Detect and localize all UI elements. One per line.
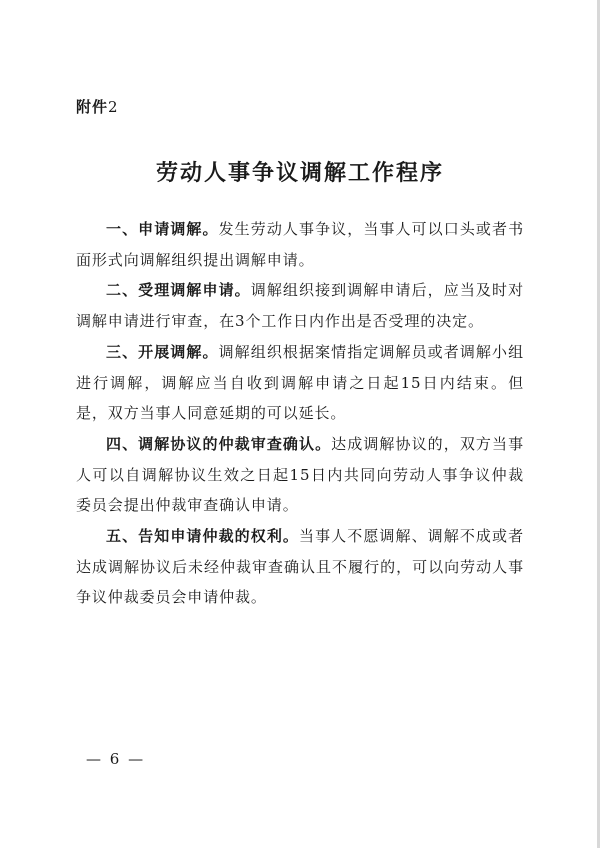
attachment-prefix: 附件: [76, 98, 109, 116]
paragraph-conduct: [76, 337, 524, 429]
paragraph-confirm: [76, 429, 524, 521]
paragraph-text: 发生劳动人事争议，当事人可以口头或者书面形式向调解组织提出调解申请。: [76, 220, 524, 269]
paragraph-rights: [76, 521, 524, 613]
paragraph-heading: 三、开展调解。: [106, 342, 219, 361]
paragraph-heading: 二、受理调解申请。: [106, 281, 251, 300]
paragraph-apply: [76, 214, 524, 275]
paragraph-heading: 一、申请调解。: [106, 220, 219, 238]
paragraph-heading: 四、调解协议的仲裁审查确认。: [106, 434, 332, 453]
document-body: [76, 214, 524, 613]
attachment-number: 2: [108, 98, 119, 116]
document-title: 劳动人事争议调解工作程序: [155, 160, 444, 186]
attachment-label: [76, 96, 119, 117]
paragraph-text: 调解组织接到调解申请后，应当及时对调解申请进行审查，在3个工作日内作出是否受理的决定。: [76, 281, 524, 331]
page-number: — 6 —: [86, 750, 146, 768]
paragraph-text: 调解组织根据案情指定调解员或者调解小组进行调解，调解应当自收到调解申请之日起15日内结束。但是，双方当事人同意延期的可以延长。: [76, 342, 524, 423]
paragraph-text: 当事人不愿调解、调解不成或者达成调解协议后未经仲裁审查确认且不履行的，可以向劳动人事争议仲裁委员会申请仲裁。: [76, 527, 524, 607]
paragraph-heading: 五、告知申请仲裁的权利。: [106, 527, 299, 546]
paragraph-text: 达成调解协议的，双方当事人可以自调解协议生效之日起15日内共同向劳动人事争议仲裁委员会提出仲裁审查确认申请。: [76, 434, 524, 515]
paragraph-accept: [76, 275, 524, 336]
